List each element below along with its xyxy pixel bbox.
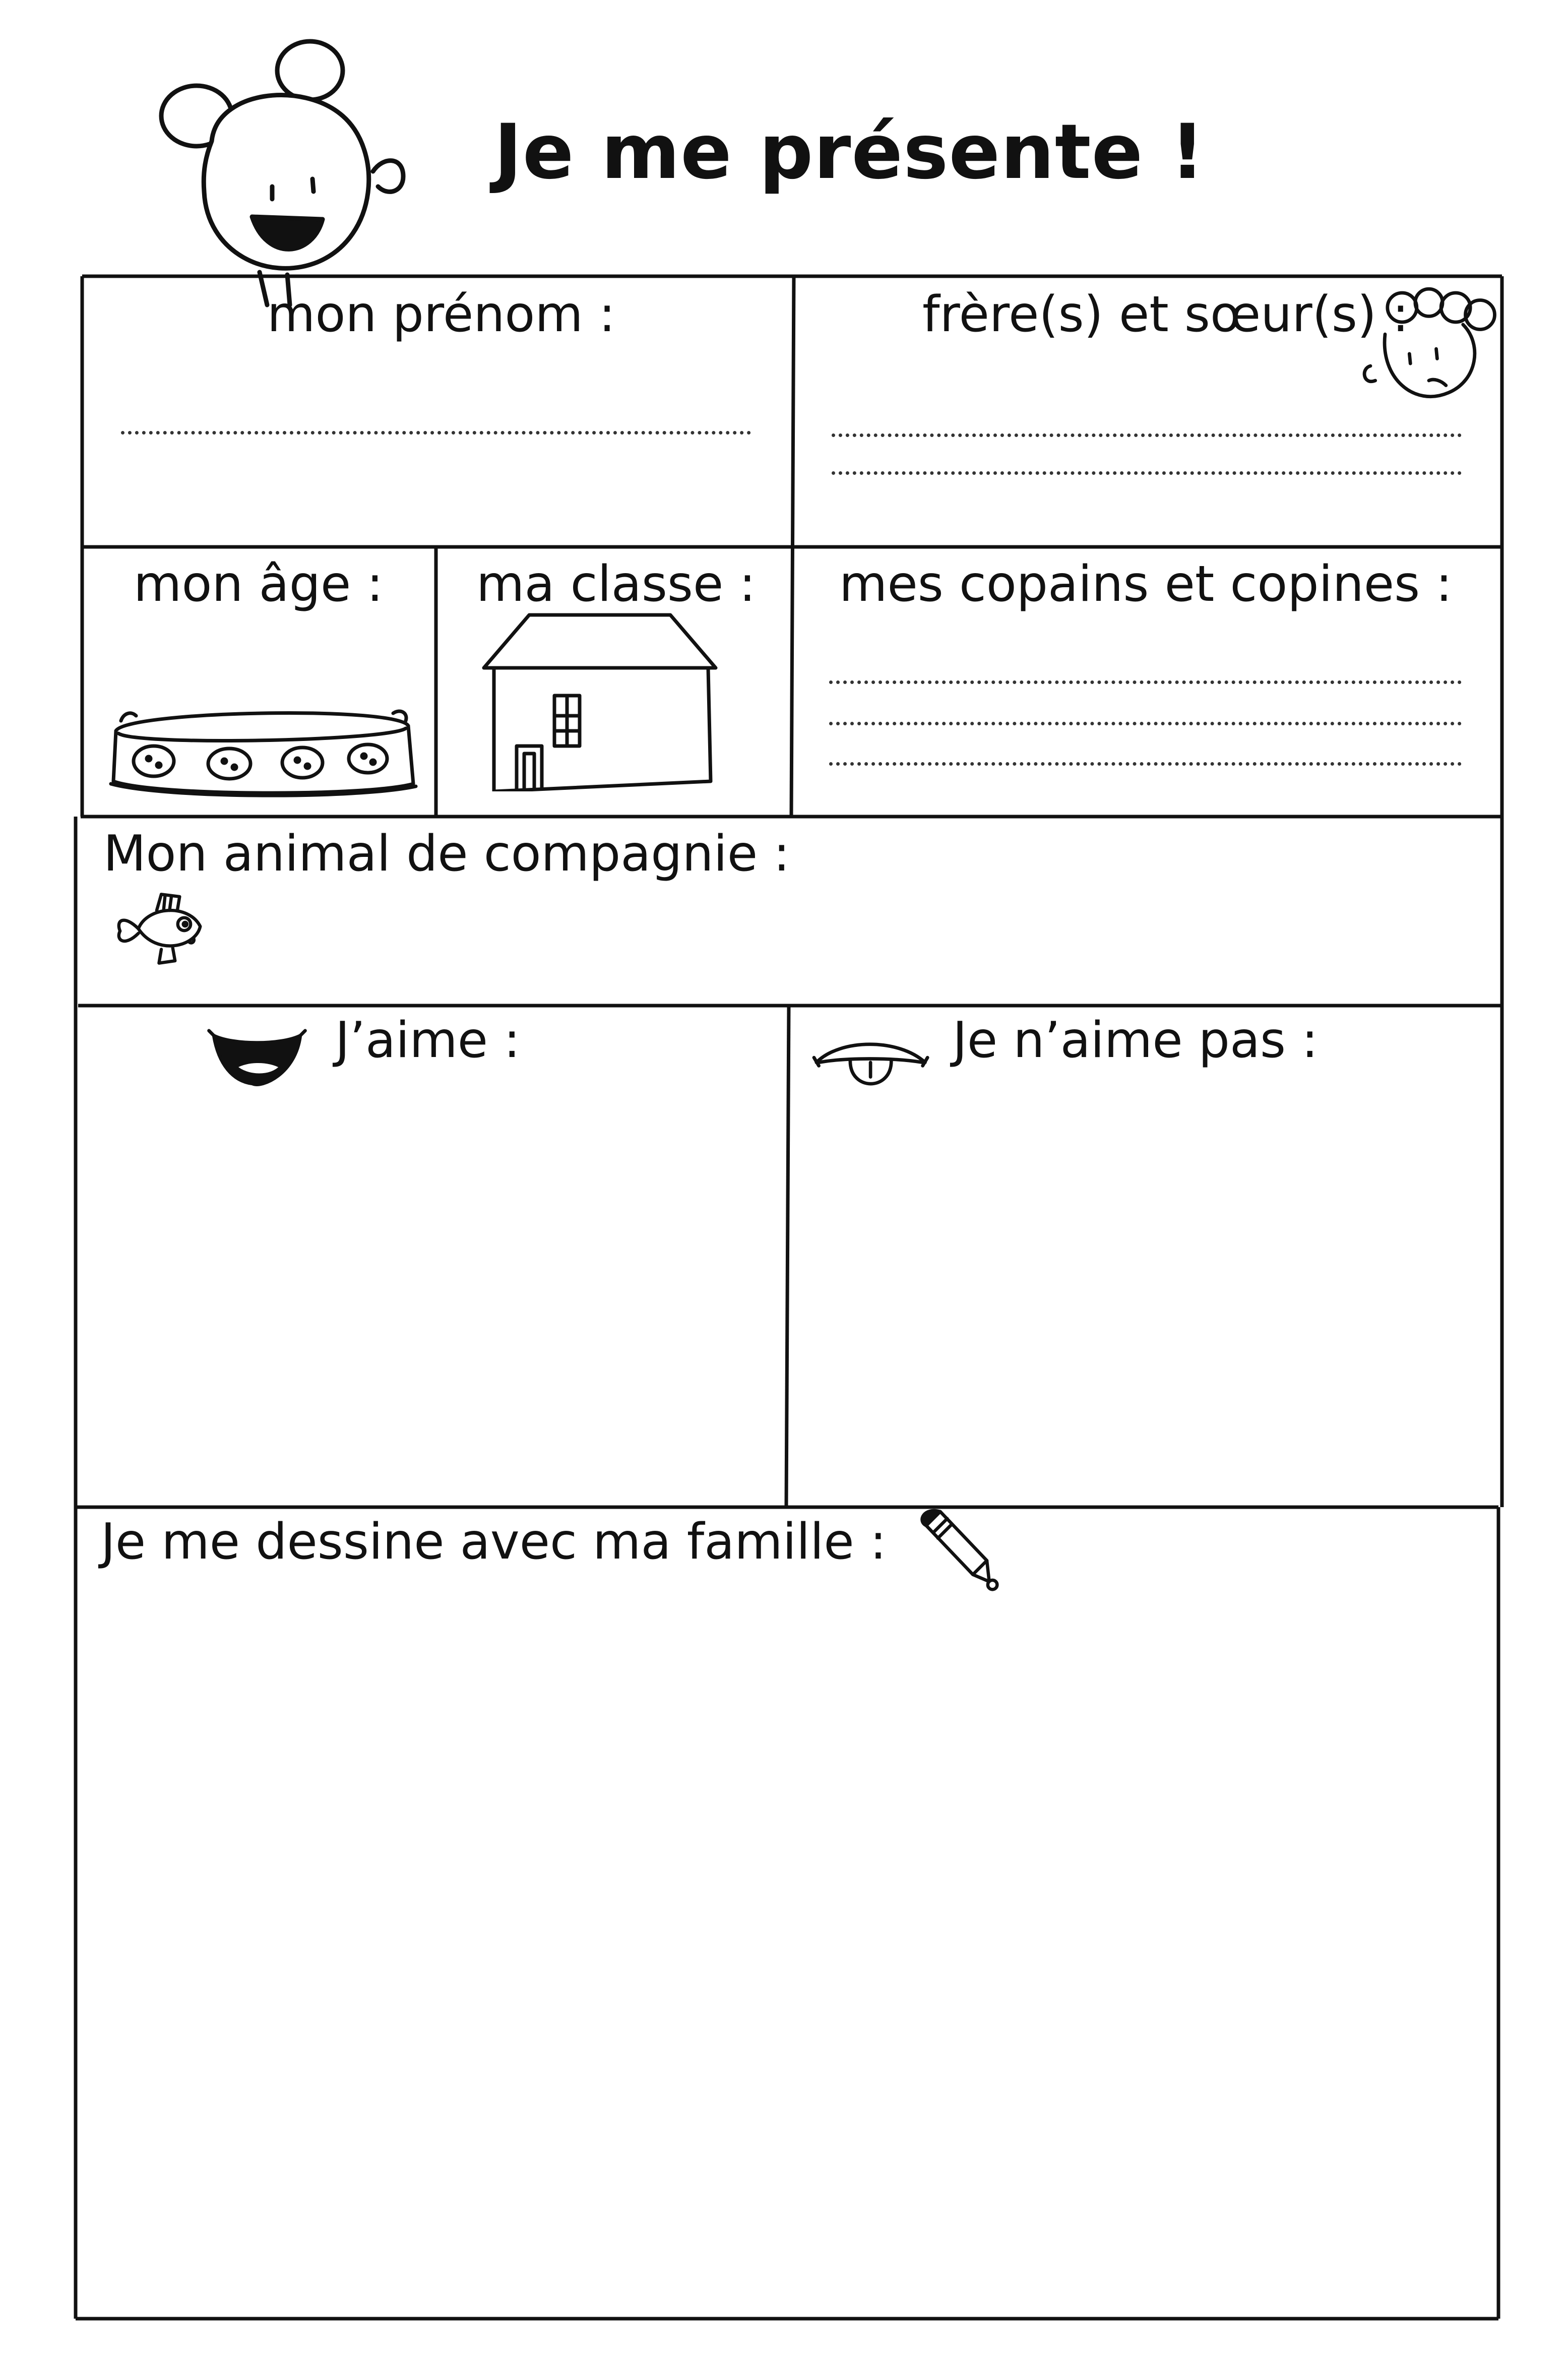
likes-cell[interactable] bbox=[80, 1009, 785, 1504]
class-label: ma classe : bbox=[476, 555, 756, 613]
fish-icon bbox=[111, 887, 212, 970]
smiling-mouth-icon bbox=[204, 1021, 310, 1089]
friends-label: mes copains et copines : bbox=[839, 555, 1453, 613]
pet-label: Mon animal de compagnie : bbox=[103, 825, 790, 883]
siblings-writing-line-2[interactable] bbox=[832, 471, 1462, 475]
tongue-out-mouth-icon bbox=[811, 1036, 932, 1094]
page-title: Je me présente ! bbox=[494, 108, 1205, 196]
pencil-icon bbox=[912, 1505, 1006, 1598]
friends-writing-line-2[interactable] bbox=[829, 722, 1462, 725]
drawing-label: Je me dessine avec ma famille : bbox=[101, 1513, 887, 1571]
likes-label: J’aime : bbox=[335, 1012, 521, 1069]
birthday-cake-icon bbox=[106, 691, 418, 801]
siblings-writing-line-1[interactable] bbox=[832, 433, 1462, 437]
siblings-label: frère(s) et sœur(s) : bbox=[922, 286, 1409, 343]
drawing-cell[interactable] bbox=[79, 1511, 1495, 2316]
first-name-label: mon prénom : bbox=[267, 286, 616, 343]
girl-waving-icon bbox=[151, 25, 433, 307]
age-label: mon âge : bbox=[134, 555, 384, 613]
house-icon bbox=[479, 610, 721, 791]
friends-writing-line-3[interactable] bbox=[829, 762, 1462, 766]
girl-face-icon bbox=[1356, 280, 1502, 408]
dislikes-label: Je n’aime pas : bbox=[953, 1012, 1319, 1069]
first-name-writing-line[interactable] bbox=[121, 431, 751, 434]
friends-writing-line-1[interactable] bbox=[829, 680, 1462, 684]
